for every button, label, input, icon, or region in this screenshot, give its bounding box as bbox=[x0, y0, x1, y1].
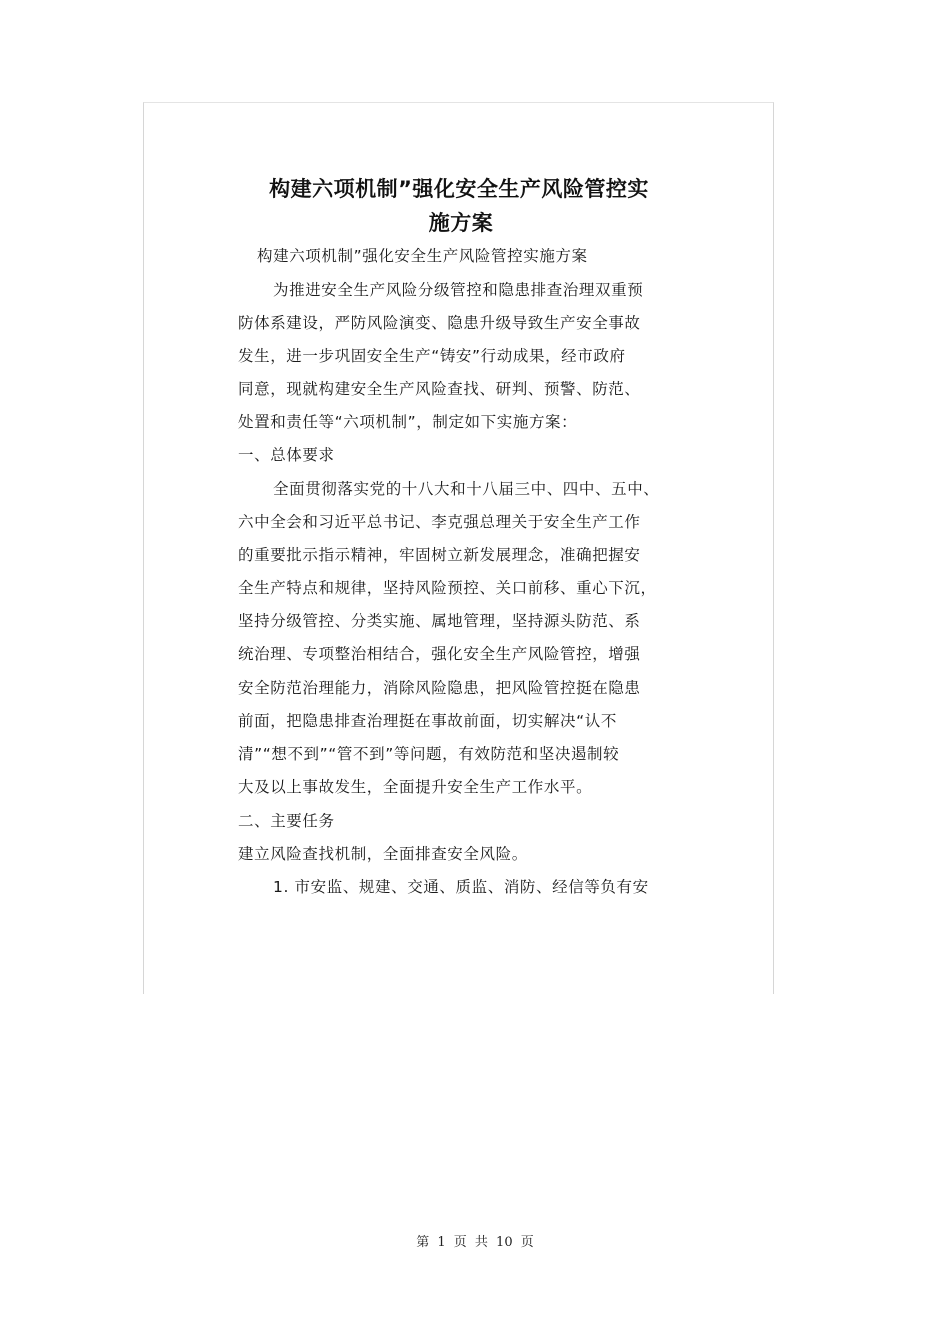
section-body-line: 前面，把隐患排查治理挺在事故前面，切实解决“认不 bbox=[238, 712, 617, 730]
section-heading: 二、主要任务 bbox=[238, 812, 335, 830]
section-body-line: 安全防范治理能力，消除风险隐患，把风险管控挺在隐患 bbox=[238, 679, 641, 697]
section-item: 建立风险查找机制，全面排查安全风险。 bbox=[238, 845, 528, 863]
document-title-line-1: 构建六项机制”强化安全生产风险管控实 bbox=[269, 177, 649, 201]
section-body-line: 大及以上事故发生，全面提升安全生产工作水平。 bbox=[238, 778, 593, 796]
section-body-line: 六中全会和习近平总书记、李克强总理关于安全生产工作 bbox=[238, 513, 641, 531]
intro-line: 防体系建设，严防风险演变、隐患升级导致生产安全事故 bbox=[238, 314, 641, 332]
intro-line: 处置和责任等“六项机制”，制定如下实施方案： bbox=[238, 413, 578, 431]
intro-line: 同意，现就构建安全生产风险查找、研判、预警、防范、 bbox=[238, 380, 641, 398]
section-body-line: 坚持分级管控、分类实施、属地管理，坚持源头防范、系 bbox=[238, 612, 641, 630]
section-body-line: 全面贯彻落实党的十八大和十八届三中、四中、五中、 bbox=[273, 480, 660, 498]
section-body-line: 全生产特点和规律，坚持风险预控、关口前移、重心下沉， bbox=[238, 579, 657, 597]
section-sub-item: 1. 市安监、规建、交通、质监、消防、经信等负有安 bbox=[273, 878, 649, 896]
intro-line: 发生，进一步巩固安全生产“铸安”行动成果，经市政府 bbox=[238, 347, 626, 365]
document-subtitle: 构建六项机制”强化安全生产风险管控实施方案 bbox=[257, 247, 588, 265]
page-number-footer: 第 1 页 共 10 页 bbox=[416, 1235, 534, 1250]
section-body-line: 统治理、专项整治相结合，强化安全生产风险管控，增强 bbox=[238, 645, 641, 663]
section-heading: 一、总体要求 bbox=[238, 446, 335, 464]
section-body-line: 的重要批示指示精神，牢固树立新发展理念，准确把握安 bbox=[238, 546, 641, 564]
intro-line: 为推进安全生产风险分级管控和隐患排查治理双重预 bbox=[273, 281, 644, 299]
document-title-line-2: 施方案 bbox=[428, 211, 494, 235]
section-body-line: 清”“想不到”“管不到”等问题，有效防范和坚决遏制较 bbox=[238, 745, 620, 763]
